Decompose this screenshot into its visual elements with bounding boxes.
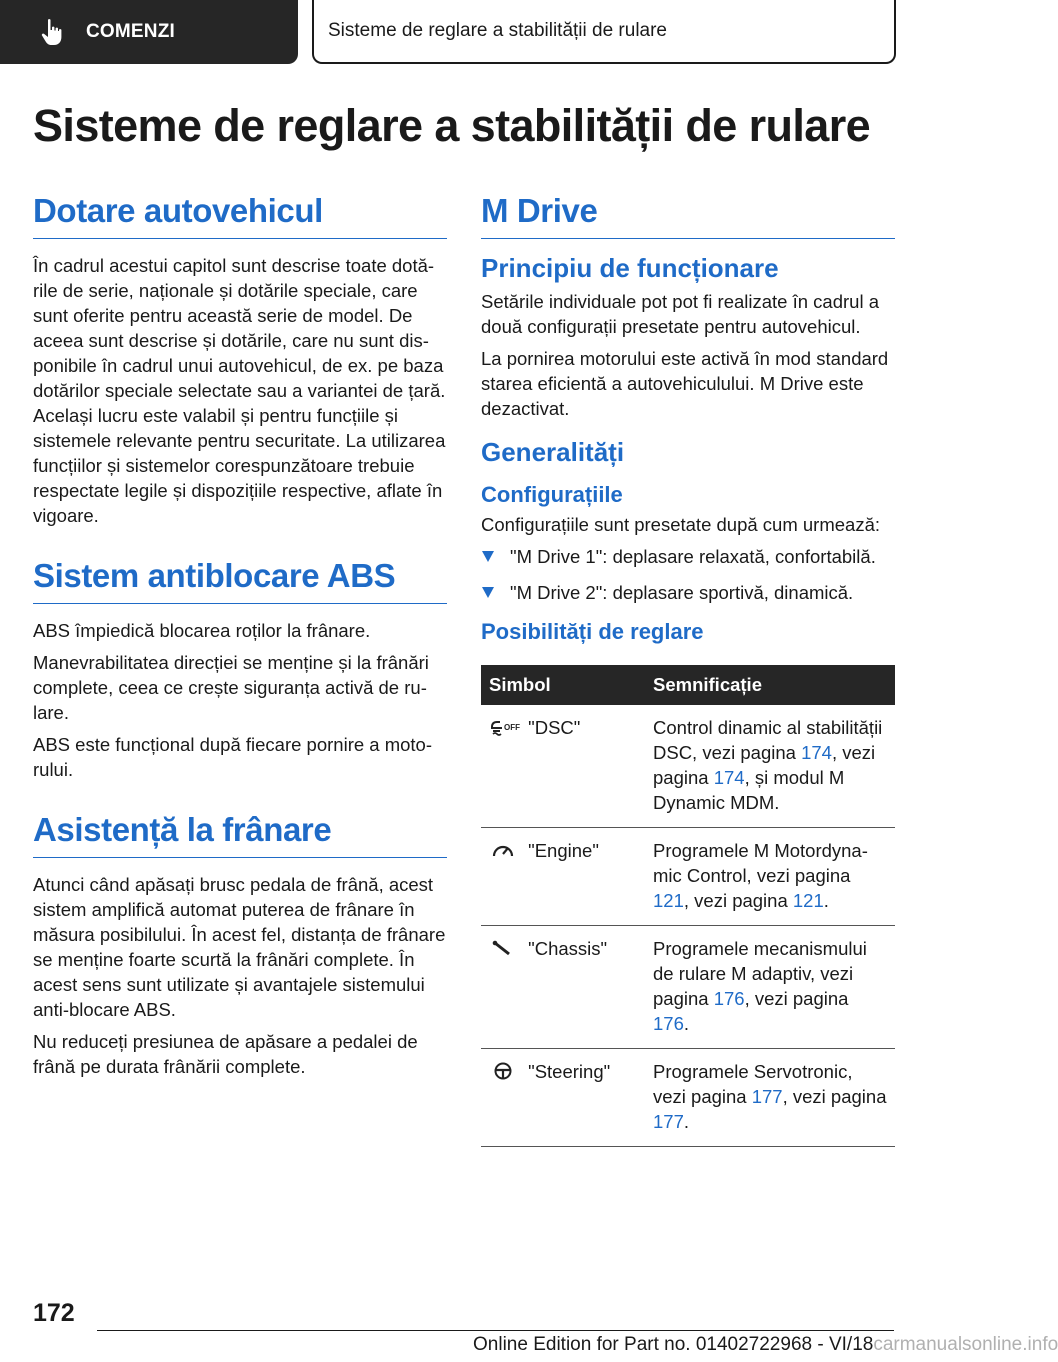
heading-asistenta-franare: Asistență la frânare xyxy=(33,811,447,858)
symbol-label: "Chassis" xyxy=(528,938,608,959)
paragraph-asistenta-1: Atunci când apăsați brusc pedala de frână, acest sistem amplifică automat puterea de frânare în măsura posibilului. În acest fel, distanța de frânare se menține foarte scurtă la frânări complete. În acest sens sunt utilizate și avantajele sistemului anti-blocare ABS. xyxy=(33,874,446,1020)
col-header-symbol: Simbol xyxy=(481,665,645,705)
table-header-row xyxy=(481,665,895,705)
settings-table xyxy=(481,665,895,1147)
paragraph-principiu-2: La pornirea motorului este activă în mod standard starea eficientă a autovehiculului. M Drive este dezactivat. xyxy=(481,348,889,419)
page-ref-link[interactable]: 176 xyxy=(713,988,745,1009)
chassis-icon xyxy=(489,939,519,957)
page-ref-link[interactable]: 174 xyxy=(801,742,832,763)
left-column xyxy=(33,192,447,1086)
right-column xyxy=(481,192,895,1147)
heading-generalitati: Generalități xyxy=(481,437,625,467)
paragraph-dotare: În cadrul acestui capitol sunt descrise toate dotările de serie, naționale și dotările speciale, care sunt oferite pentru această serie de model. De aceea sunt descrise și dotările, care nu sunt disponibile în cadrul unui autovehicul, de ex. pe baza dotărilor speciale selectate sau a variantei de țară. Același lucru este valabil și pentru funcțiile și sistemele relevante pentru securitate. La utilizarea funcțiilor și sistemelor corespunzătoare trebuie respectate legile și dispozițiile respective, aflate în vigoare. xyxy=(33,255,446,526)
heading-sistem-abs: Sistem antiblocare ABS xyxy=(33,557,447,604)
col-header-meaning: Semnificație xyxy=(645,665,895,705)
page-ref-link[interactable]: 121 xyxy=(792,890,824,911)
symbol-label: "DSC" xyxy=(528,717,581,738)
paragraph-abs-1: ABS împiedică blocarea roților la frânare. xyxy=(33,620,371,641)
paragraph-configuratiile: Configurațiile sunt presetate după cum urmează: xyxy=(481,514,880,535)
paragraph-principiu-1: Setările individuale pot pot fi realizate în cadrul a două configurații presetate pentru autovehicul. xyxy=(481,291,879,337)
heading-posibilitati: Posibilități de reglare xyxy=(481,619,704,644)
footer-divider xyxy=(97,1330,894,1331)
svg-text:OFF: OFF xyxy=(504,723,520,732)
page-ref-link[interactable]: 177 xyxy=(751,1086,783,1107)
page-ref-link[interactable]: 176 xyxy=(653,1013,684,1034)
page-ref-link[interactable]: 177 xyxy=(653,1111,684,1132)
chapter-title: Sisteme de reglare a stabilității de rulare xyxy=(328,20,668,41)
dsc-off-icon xyxy=(489,718,519,736)
steering-wheel-icon xyxy=(489,1062,519,1080)
page-number: 172 xyxy=(33,1299,75,1327)
watermark: carmanualsonline.info xyxy=(873,1334,1058,1355)
list-item: "M Drive 2": deplasare sportivă, dinamică. xyxy=(481,580,895,605)
table-row: OFF "DSC" Control dinamic al stabilității DSC, vezi pagina 174, vezi pagina 174, și modul M Dynamic MDM. xyxy=(481,705,895,828)
page-title: Sisteme de reglare a stabilității de rulare xyxy=(33,100,871,151)
config-list xyxy=(481,544,895,605)
table-row: "Chassis" Programele mecanismului de rulare M adaptiv, vezi pagina 176, vezi pagina 176. xyxy=(481,926,895,1049)
table-row: "Steering" Programele Servotronic, vezi pagina 177, vezi pagina 177. xyxy=(481,1049,895,1147)
page-ref-link[interactable]: 174 xyxy=(713,767,745,788)
heading-configuratiile: Configurațiile xyxy=(481,482,623,507)
bullet-triangle-icon xyxy=(482,551,494,562)
chapter-title-box xyxy=(312,0,896,64)
section-label: COMENZI xyxy=(86,21,176,42)
table-row: "Engine" Programele M Motordynamic Control, vezi pagina 121, vezi pagina 121. xyxy=(481,828,895,926)
symbol-label: "Steering" xyxy=(528,1061,611,1082)
section-tab[interactable] xyxy=(0,0,298,64)
list-item: "M Drive 1": deplasare relaxată, confortabilă. xyxy=(481,544,895,569)
heading-principiu: Principiu de funcționare xyxy=(481,253,779,283)
footer-edition: Online Edition for Part no. 01402722968 - VI/18carmanualsonline.info xyxy=(473,1334,1058,1355)
bullet-triangle-icon xyxy=(482,587,494,598)
paragraph-asistenta-2: Nu reduceți presiunea de apăsare a pedalei de frână pe durata frânării complete. xyxy=(33,1031,418,1077)
heading-m-drive: M Drive xyxy=(481,192,895,239)
engine-gauge-icon xyxy=(489,841,519,859)
paragraph-abs-2: Manevrabilitatea direcției se menține și la frânări complete, ceea ce crește siguranța activă de rulare. xyxy=(33,652,429,723)
heading-dotare-autovehicul: Dotare autovehicul xyxy=(33,192,447,239)
pointing-hand-icon xyxy=(40,18,64,46)
symbol-label: "Engine" xyxy=(528,840,599,861)
paragraph-abs-3: ABS este funcțional după fiecare pornire a motorului. xyxy=(33,734,433,780)
page-ref-link[interactable]: 121 xyxy=(653,890,684,911)
